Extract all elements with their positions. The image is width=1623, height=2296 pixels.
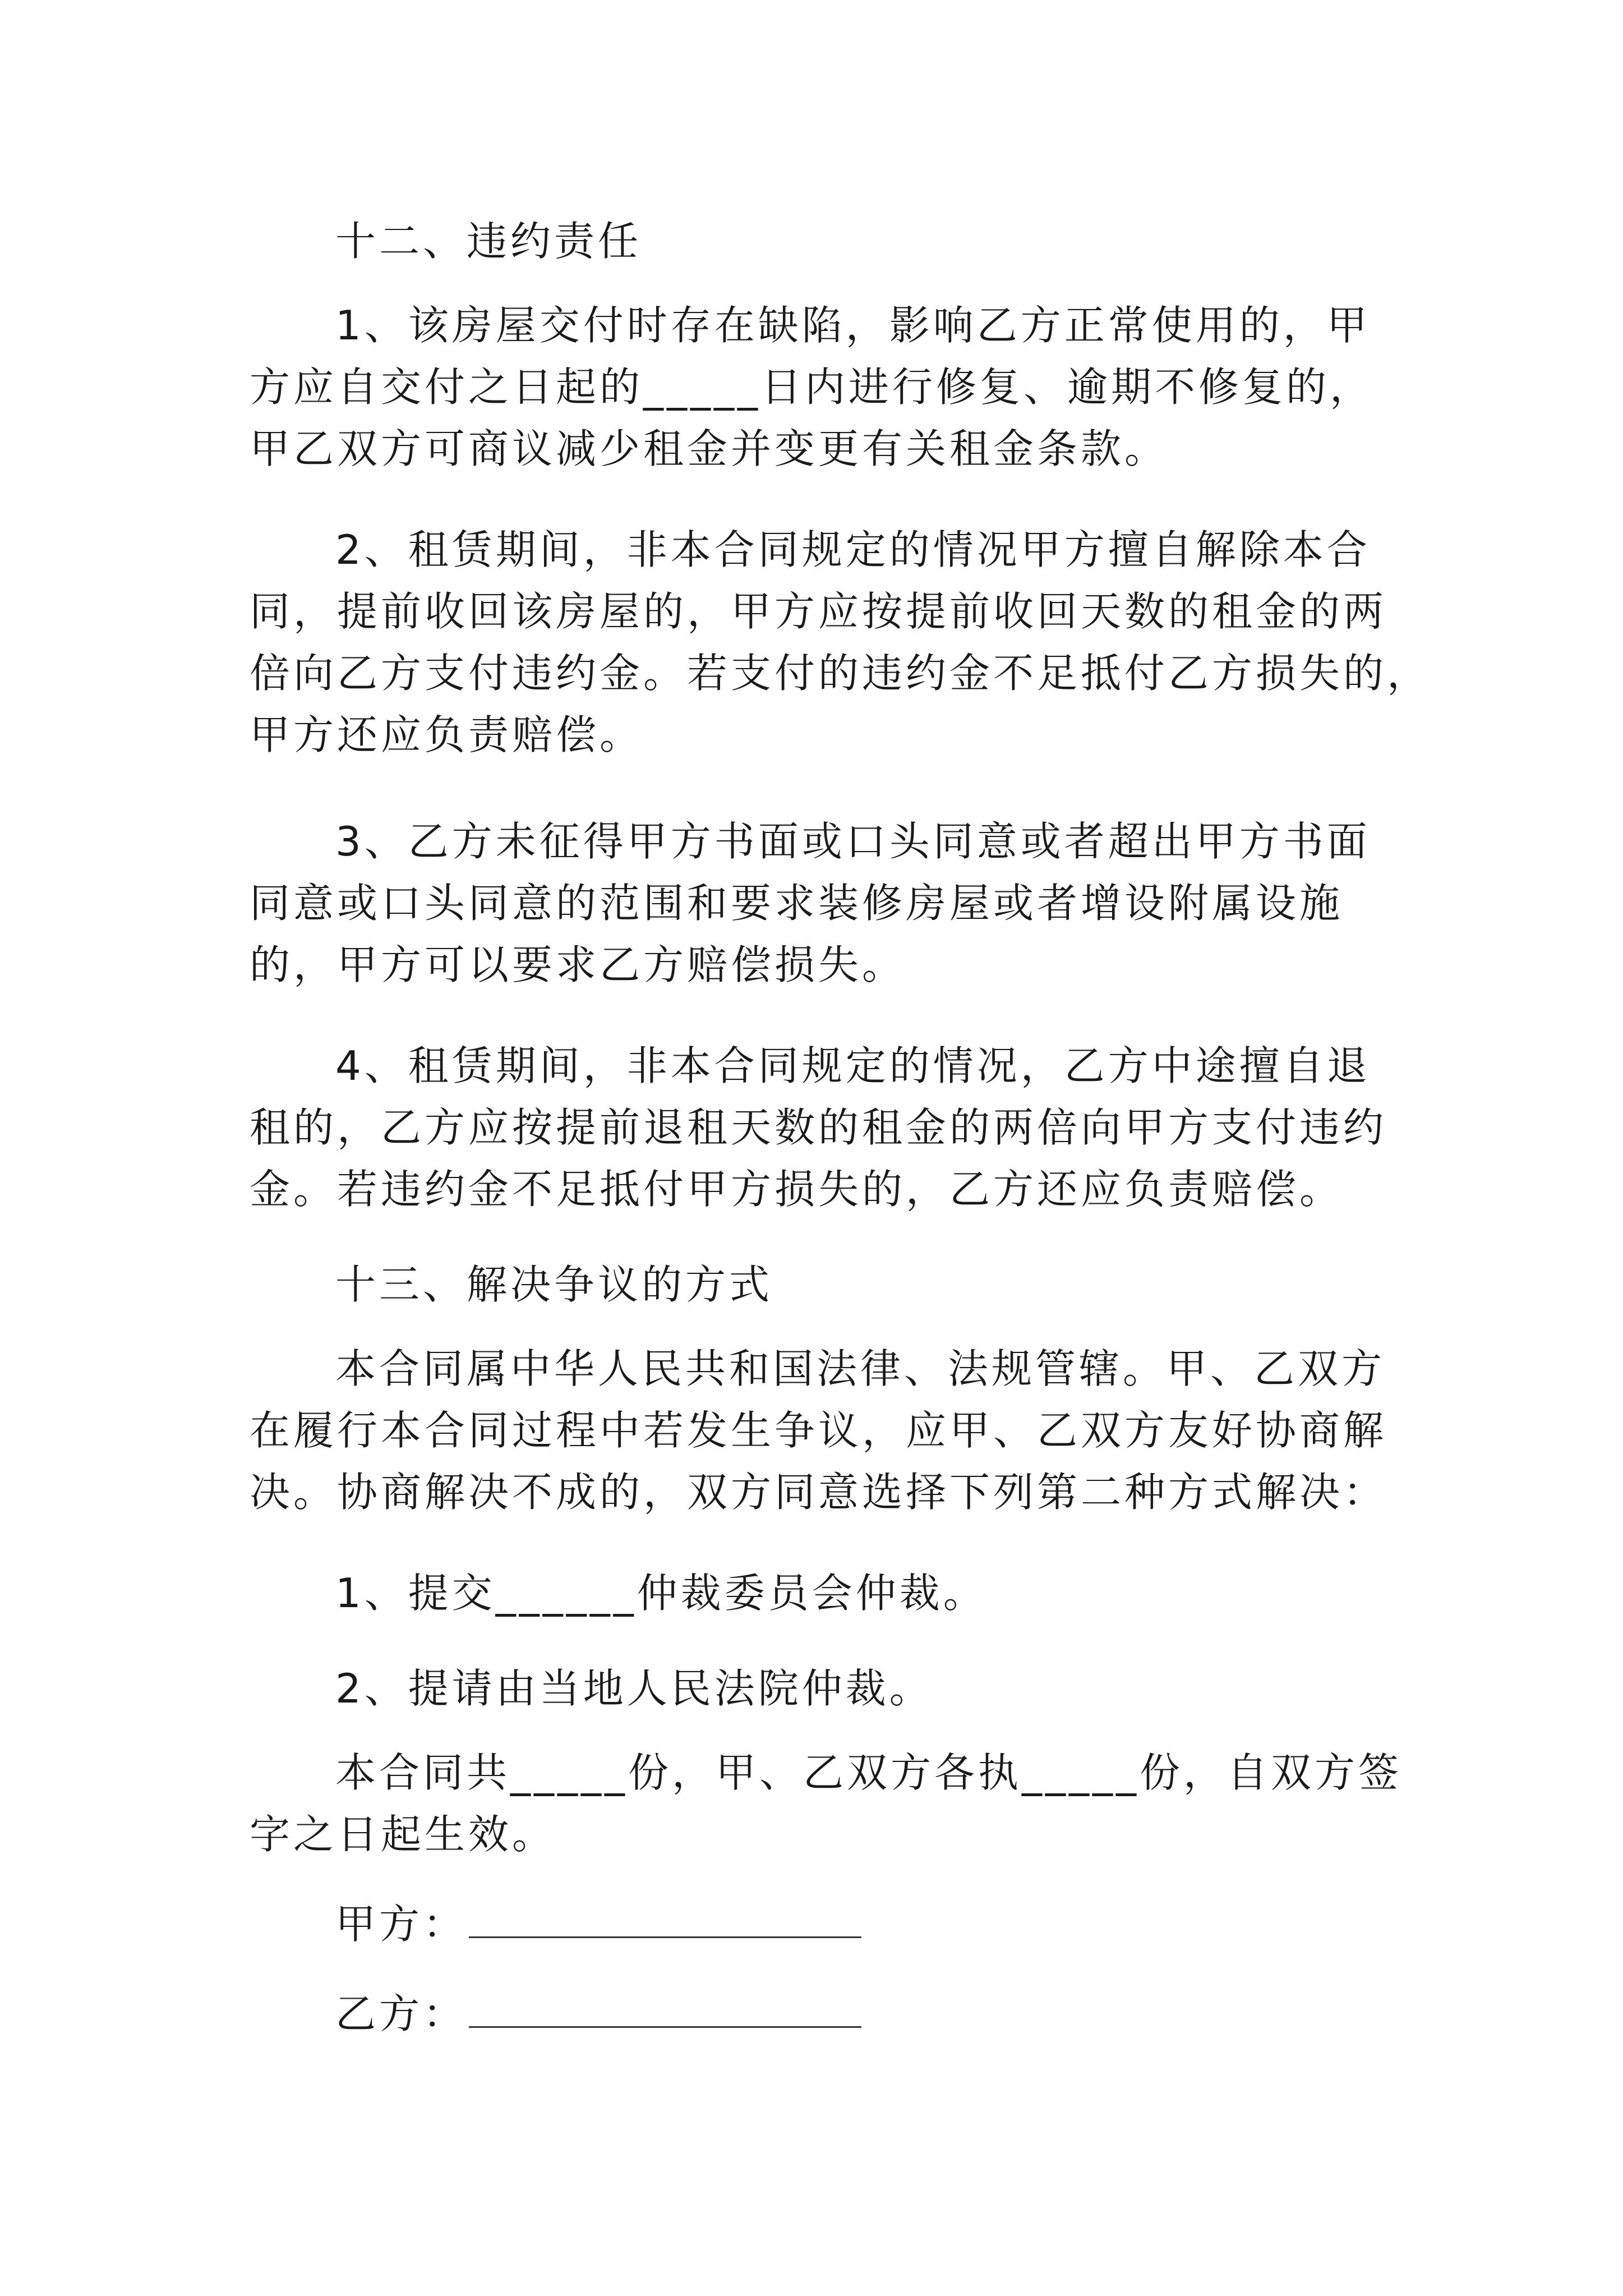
clause-2-line-2: 同，提前收回该房屋的，甲方应按提前收回天数的租金的两 xyxy=(250,588,1387,635)
clause-3-line-3: 的，甲方可以要求乙方赔偿损失。 xyxy=(250,941,906,988)
clause-1-line-1: 1、该房屋交付时存在缺陷，影响乙方正常使用的，甲 xyxy=(335,302,1371,349)
party-a-signature-row xyxy=(335,1896,1485,1952)
section-13-para-line-2: 在履行本合同过程中若发生争议，应甲、乙双方友好协商解 xyxy=(250,1407,1387,1454)
clause-4-line-1: 4、租赁期间，非本合同规定的情况，乙方中途擅自退 xyxy=(335,1042,1371,1089)
party-a-signature-line xyxy=(469,1897,861,1938)
clause-2-line-4: 甲方还应负责赔偿。 xyxy=(250,711,644,758)
section-13-para-line-1: 本合同属中华人民共和国法律、法规管辖。甲、乙双方 xyxy=(335,1345,1386,1392)
section-13-para-line-3: 决。协商解决不成的，双方同意选择下列第二种方式解决： xyxy=(250,1469,1387,1516)
clause-4-line-3: 金。若违约金不足抵付甲方损失的，乙方还应负责赔偿。 xyxy=(250,1166,1344,1213)
dispute-option-2: 2、提请由当地人民法院仲裁。 xyxy=(335,1665,933,1712)
party-b-signature-line xyxy=(469,1987,861,2028)
closing-line-2: 字之日起生效。 xyxy=(250,1811,556,1858)
clause-3-line-2: 同意或口头同意的范围和要求装修房屋或者增设附属设施 xyxy=(250,880,1344,927)
clause-1-line-3: 甲乙双方可商议减少租金并变更有关租金条款。 xyxy=(250,425,1169,472)
clause-3-line-1: 3、乙方未征得甲方书面或口头同意或者超出甲方书面 xyxy=(335,818,1371,865)
dispute-option-1: 1、提交______仲裁委员会仲裁。 xyxy=(335,1570,987,1617)
clause-4-line-2: 租的，乙方应按提前退租天数的租金的两倍向甲方支付违约 xyxy=(250,1104,1387,1151)
party-b-signature-row xyxy=(335,1986,1485,2042)
section-13-heading: 十三、解决争议的方式 xyxy=(335,1261,773,1308)
section-12-heading: 十二、违约责任 xyxy=(335,218,642,265)
party-a-label: 甲方： xyxy=(335,1901,467,1948)
clause-2-line-1: 2、租赁期间，非本合同规定的情况甲方擅自解除本合 xyxy=(335,526,1371,573)
clause-2-line-3: 倍向乙方支付违约金。若支付的违约金不足抵付乙方损失的， xyxy=(250,650,1431,697)
closing-line-1: 本合同共_____份，甲、乙双方各执_____份，自双方签 xyxy=(335,1749,1403,1796)
party-b-label: 乙方： xyxy=(335,1990,467,2037)
clause-1-line-2: 方应自交付之日起的_____日内进行修复、逾期不修复的， xyxy=(250,364,1374,411)
